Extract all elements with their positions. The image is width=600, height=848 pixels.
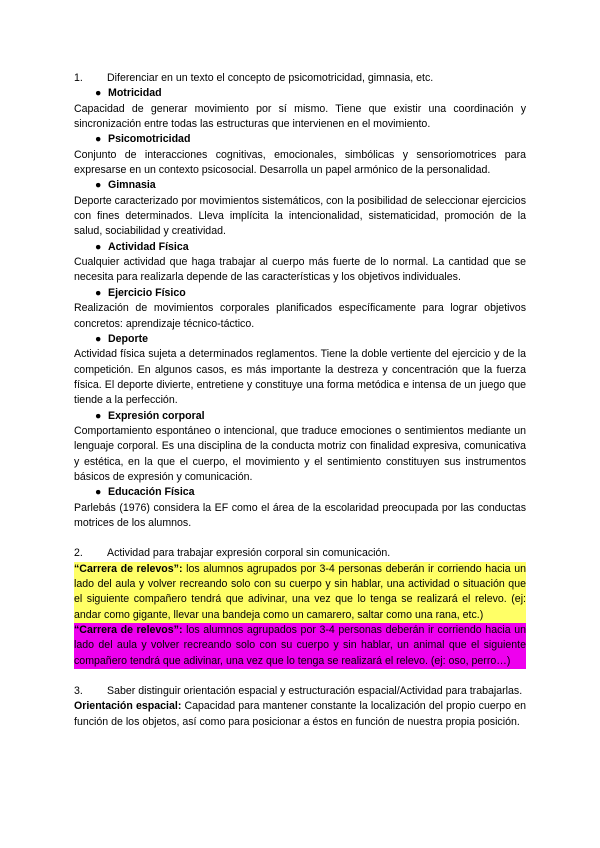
term-label: Expresión corporal — [108, 409, 205, 422]
term-label: Ejercicio Físico — [108, 286, 186, 299]
bullet-icon: ● — [95, 409, 102, 422]
document-body — [74, 71, 526, 730]
activity-name: “Carrera de relevos”: — [74, 624, 183, 637]
bullet-icon: ● — [95, 179, 102, 192]
bullet-icon: ● — [95, 133, 102, 146]
term-label: Gimnasia — [108, 179, 156, 192]
term-heading — [74, 178, 526, 193]
term-definition: Cualquier actividad que haga trabajar al cuerpo más fuerte de lo normal. La cantidad que se necesita para realizarla depende de las características y los objetivos individuales. — [74, 256, 526, 284]
question-title: Diferenciar en un texto el concepto de psicomotricidad, gimnasia, etc. — [107, 72, 434, 84]
term-label: Motricidad — [108, 87, 162, 100]
bullet-icon: ● — [95, 332, 102, 345]
term-heading — [74, 240, 526, 255]
term-definition: Realización de movimientos corporales planificados específicamente para lograr objetivos concretos: aprendizaje técnico-táctico. — [74, 302, 526, 330]
activity-1-highlight — [74, 562, 526, 623]
activity-name: “Carrera de relevos”: — [74, 562, 183, 575]
bullet-icon: ● — [95, 286, 102, 299]
activity-1 — [74, 562, 526, 623]
activity-2 — [74, 623, 526, 669]
question-3-heading — [74, 684, 526, 699]
question-title: Saber distinguir orientación espacial y estructuración espacial/Actividad para trabajarlas. — [107, 685, 523, 698]
term-label: Actividad Física — [108, 240, 189, 253]
term-heading — [74, 409, 526, 424]
term-label: Psicomotricidad — [108, 133, 191, 146]
term-definition: Capacidad para mantener constante la localización del propio cuerpo en función de los objetos, así como para posicionar a éstos en función de nuestra propia posición. — [74, 700, 526, 728]
term-definition: Parlebás (1976) considera la EF como el área de la escolaridad preocupada por las conductas motrices de los alumnos. — [74, 501, 526, 529]
question-number: 1. — [74, 72, 83, 84]
question-title: Actividad para trabajar expresión corporal sin comunicación. — [107, 547, 391, 560]
term-label: Educación Física — [108, 486, 195, 499]
term-heading — [74, 332, 526, 347]
term-definition: Actividad física sujeta a determinados reglamentos. Tiene la doble vertiente del ejercicio y de la competición. En algunos casos, es más importante la destreza y concentración que la fuerza física. El deporte divierte, entretiene y constituye una forma metódica e intensa de un juego que tiende a la perfección. — [74, 348, 526, 407]
term-definition: Comportamiento espontáneo o intencional, que traduce emociones o sentimientos mediante un lenguaje corporal. Es una disciplina de la conducta motriz con finalidad expresiva, comunicativa y estética, en la que el cuerpo, el movimiento y el sentimiento constituyen sus instrumentos básicos de expresión y comunicación. — [74, 424, 526, 483]
question-number: 3. — [74, 685, 83, 698]
orientation-definition — [74, 699, 526, 730]
question-2-heading — [74, 546, 526, 561]
term-label: Orientación espacial: — [74, 700, 182, 713]
term-heading — [74, 485, 526, 500]
term-definition: Conjunto de interacciones cognitivas, emocionales, simbólicas y sensoriomotrices para expresarse en un contexto psicosocial. Desarrolla un papel armónico de la personalidad. — [74, 148, 526, 177]
activity-text: los alumnos agrupados por 3-4 personas deberán ir corriendo hacia un lado del aula y volver recreando solo con su cuerpo y sin hablar, un animal que el siguiente compañero tendrá que adivinar, una vez que lo tenga se realizará el relevo. (ej: oso, perro…) — [74, 624, 527, 667]
term-heading — [74, 86, 526, 101]
term-definition: Capacidad de generar movimiento por sí mismo. Tiene que existir una coordinación y sincronización entre todas las estructuras que intervienen en el movimiento. — [74, 102, 526, 131]
term-label: Deporte — [108, 332, 149, 345]
term-heading — [74, 132, 526, 147]
term-definition: Deporte caracterizado por movimientos sistemáticos, con la posibilidad de seleccionar ejercicios con fines determinados. Lleva implícita la intencionalidad, sistematicidad, promoción de la salud, sociabilidad y creatividad. — [74, 194, 526, 238]
term-heading — [74, 286, 526, 301]
bullet-icon: ● — [95, 87, 102, 100]
question-number: 2. — [74, 547, 83, 560]
activity-text: los alumnos agrupados por 3-4 personas deberán ir corriendo hacia un lado del aula y volver recreando solo con su cuerpo y sin hablar, una actividad o situación que el siguiente compañero tendrá que adivinar, una vez que lo tenga se realizará el relevo. (ej: andar como gigante, llevar una bandeja como un camarero, saltar como una rana, etc.) — [74, 562, 527, 621]
activity-2-highlight — [74, 623, 526, 669]
question-1-heading — [74, 71, 526, 86]
bullet-icon: ● — [95, 240, 102, 253]
bullet-icon: ● — [95, 486, 102, 499]
